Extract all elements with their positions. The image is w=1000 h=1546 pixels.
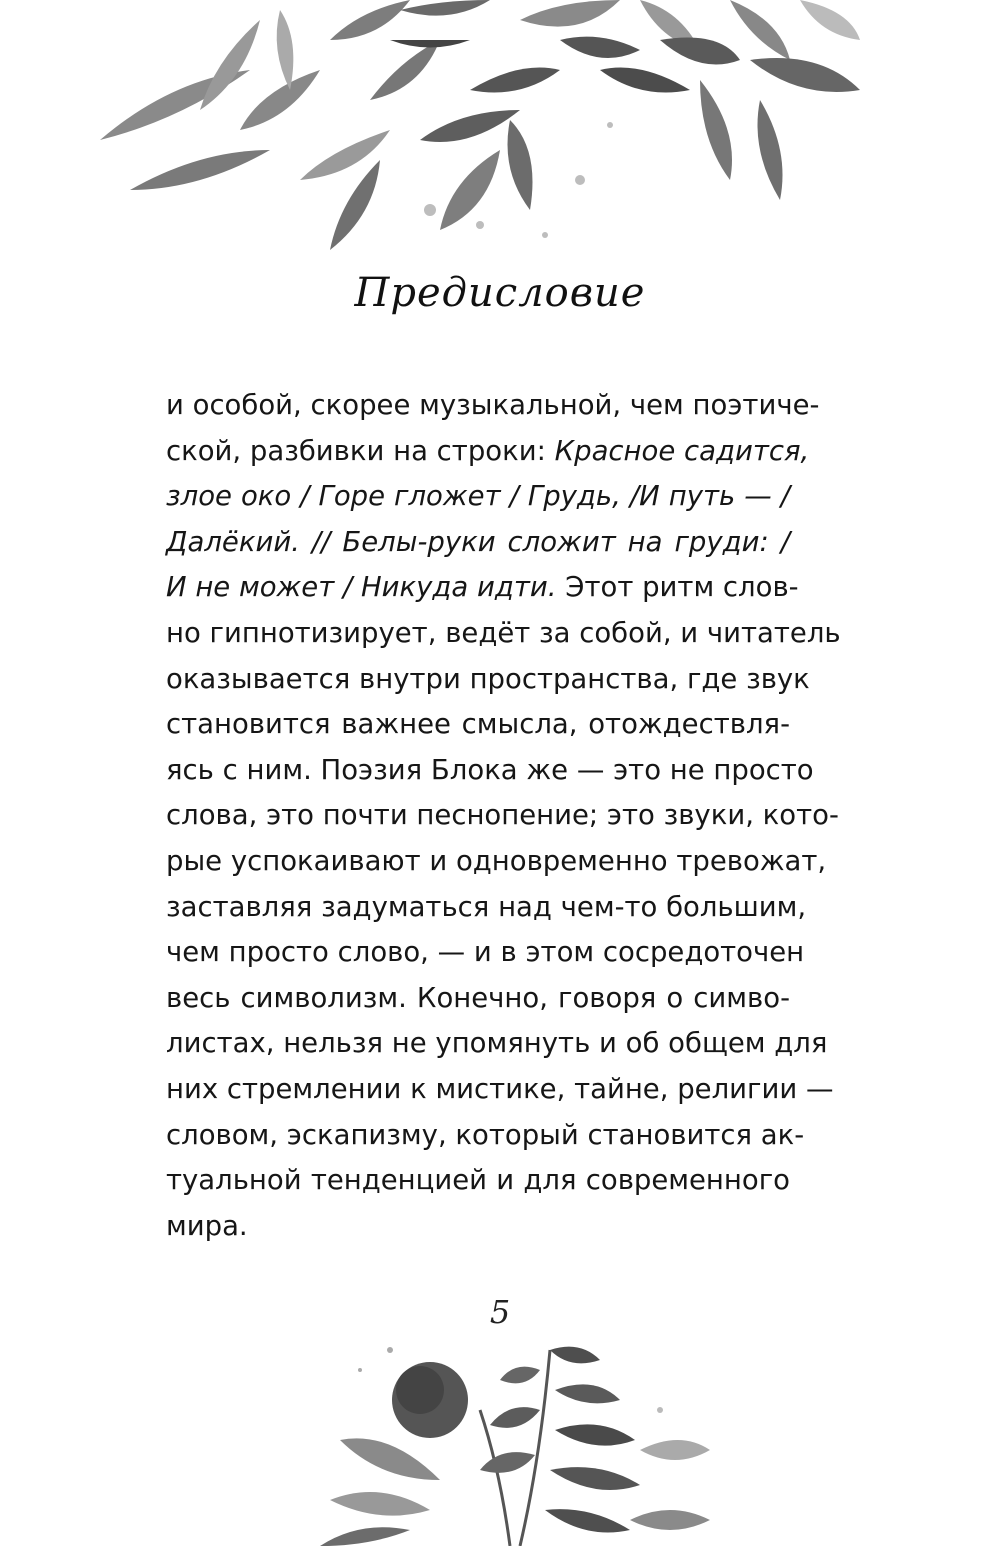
text-segment: заставляя задуматься над чем-то большим, bbox=[166, 890, 807, 923]
text-line bbox=[166, 429, 810, 475]
text-segment: весь символизм. Конечно, говоря о симво- bbox=[166, 981, 790, 1014]
italic-quote: И не может / Никуда идти. bbox=[166, 571, 557, 604]
text-segment: но гипнотизирует, ведёт за собой, и читатель bbox=[166, 616, 841, 649]
chapter-heading: Предисловие bbox=[354, 270, 646, 316]
text-line bbox=[166, 702, 790, 748]
text-line bbox=[166, 1113, 805, 1159]
text-segment: мира. bbox=[166, 1209, 248, 1242]
text-line bbox=[166, 1158, 790, 1204]
italic-quote: злое око / Горе гложет / Грудь, /И путь — / bbox=[166, 480, 790, 513]
page-number: 5 bbox=[489, 1293, 511, 1331]
italic-quote: Далёкий. // Белы-руки сложит на груди: / bbox=[166, 525, 790, 558]
text-segment: оказывается внутри пространства, где звук bbox=[166, 662, 810, 695]
text-segment: Этот ритм слов- bbox=[556, 571, 799, 604]
text-line bbox=[166, 885, 807, 931]
text-line bbox=[166, 748, 814, 794]
text-segment: слова, это почти песнопение; это звуки, кото- bbox=[166, 799, 839, 832]
text-segment: становится важнее смысла, отождествля- bbox=[166, 708, 790, 741]
text-line bbox=[166, 657, 810, 703]
text-segment: туальной тенденцией и для современного bbox=[166, 1164, 790, 1197]
text-line bbox=[166, 839, 827, 885]
text-line bbox=[166, 976, 790, 1022]
text-line bbox=[166, 793, 839, 839]
paragraph bbox=[166, 383, 841, 1249]
text-segment: листах, нельзя не упомянуть и об общем для bbox=[166, 1027, 828, 1060]
text-line bbox=[166, 930, 805, 976]
text-segment: чем просто слово, — и в этом сосредоточен bbox=[166, 936, 805, 969]
italic-quote: Красное садится, bbox=[554, 434, 810, 467]
text-line bbox=[166, 383, 820, 429]
bottom-flower-ornament bbox=[300, 1330, 720, 1546]
text-line bbox=[166, 565, 799, 611]
text-segment: них стремлении к мистике, тайне, религии — bbox=[166, 1072, 834, 1105]
text-line bbox=[166, 1021, 828, 1067]
text-segment: словом, эскапизму, который становится ак- bbox=[166, 1118, 805, 1151]
top-leaves-ornament bbox=[0, 0, 1000, 270]
text-line bbox=[166, 1204, 790, 1250]
text-line bbox=[166, 1067, 834, 1113]
text-line bbox=[166, 520, 790, 566]
text-line bbox=[166, 474, 790, 520]
text-segment: и особой, скорее музыкальной, чем поэтиче- bbox=[166, 389, 820, 421]
text-segment: рые успокаивают и одновременно тревожат, bbox=[166, 844, 827, 877]
text-segment: ясь с ним. Поэзия Блока же — это не просто bbox=[166, 753, 814, 786]
text-segment: ской, разбивки на строки: bbox=[166, 434, 555, 467]
text-line bbox=[166, 611, 841, 657]
